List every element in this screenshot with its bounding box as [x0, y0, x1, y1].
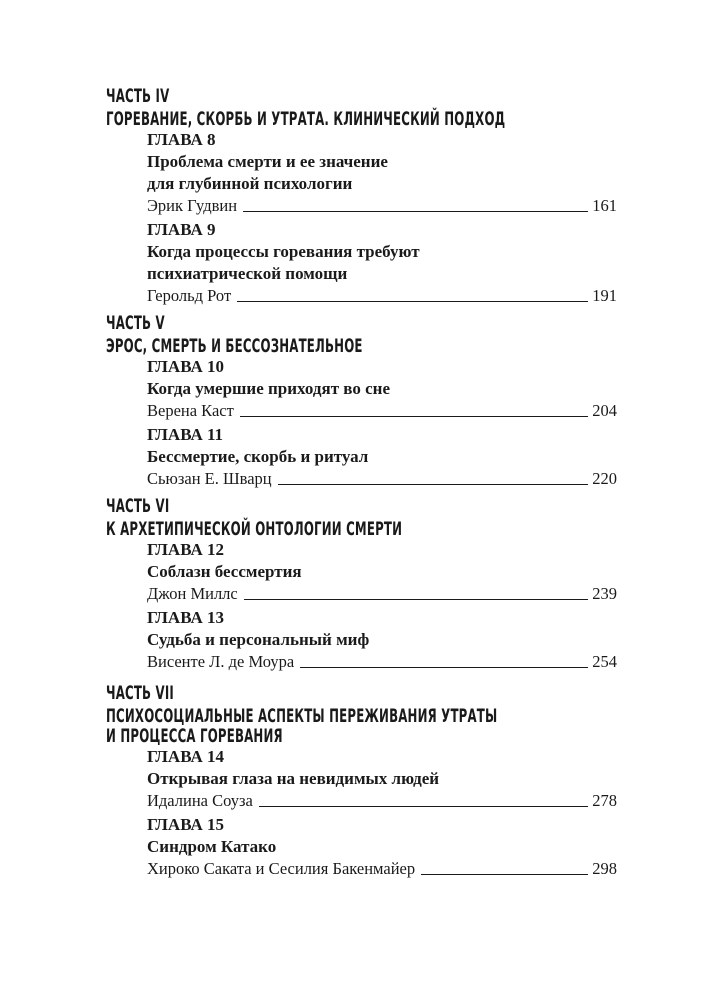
chapter-label: ГЛАВА 8	[147, 130, 216, 149]
part-title	[106, 109, 626, 129]
chapter-author: Эрик Гудвин	[147, 196, 238, 215]
chapter-title-line: Когда процессы горевания требуют	[147, 242, 420, 261]
part-title-line: И ПРОЦЕССА ГОРЕВАНИЯ	[106, 725, 283, 747]
dot-leader	[240, 416, 588, 417]
chapter-entry[interactable]	[147, 219, 617, 307]
chapter-author: Верена Каст	[147, 401, 234, 420]
part-title-line: ЭРОС, СМЕРТЬ И БЕССОЗНАТЕЛЬНОЕ	[106, 335, 363, 357]
dot-leader	[300, 667, 588, 668]
chapter-entry[interactable]	[147, 539, 617, 605]
chapter-author-row	[147, 858, 617, 880]
chapter-author-row	[147, 400, 617, 422]
page-number: 278	[592, 791, 617, 810]
chapter-title-line: Синдром Катако	[147, 837, 277, 856]
page-number: 191	[592, 286, 617, 305]
chapter-author-row	[147, 468, 617, 490]
chapter-title-line: психиатрической помощи	[147, 264, 348, 283]
part-title-line: ПСИХОСОЦИАЛЬНЫЕ АСПЕКТЫ ПЕРЕЖИВАНИЯ УТРАТЫ	[106, 705, 498, 727]
page-number: 161	[592, 196, 617, 215]
part-title	[106, 706, 626, 746]
page-number: 220	[592, 469, 617, 488]
part-section	[106, 683, 626, 882]
part-label: ЧАСТЬ IV	[106, 85, 170, 107]
chapter-title-line: Открывая глаза на невидимых людей	[147, 769, 440, 788]
chapter-label: ГЛАВА 10	[147, 357, 224, 376]
part-label: ЧАСТЬ VII	[106, 682, 174, 704]
chapter-list	[147, 129, 617, 307]
chapter-title-line: Проблема смерти и ее значение	[147, 152, 388, 171]
chapter-author: Висенте Л. де Моура	[147, 652, 295, 671]
dot-leader	[421, 874, 588, 875]
chapter-title-line: Соблазн бессмертия	[147, 562, 302, 581]
page-number: 204	[592, 401, 617, 420]
chapter-author-row	[147, 195, 617, 217]
page-number: 239	[592, 584, 617, 603]
chapter-list	[147, 356, 617, 490]
chapter-author-row	[147, 651, 617, 673]
chapter-author-row	[147, 583, 617, 605]
chapter-label: ГЛАВА 13	[147, 608, 224, 627]
part-label: ЧАСТЬ V	[106, 312, 165, 334]
chapter-author-row	[147, 285, 617, 307]
chapter-entry[interactable]	[147, 607, 617, 673]
chapter-title-line: Когда умершие приходят во сне	[147, 379, 391, 398]
part-title	[106, 336, 626, 356]
chapter-entry[interactable]	[147, 814, 617, 880]
chapter-entry[interactable]	[147, 356, 617, 422]
chapter-entry[interactable]	[147, 746, 617, 812]
part-section	[106, 496, 626, 675]
part-title-line: К АРХЕТИПИЧЕСКОЙ ОНТОЛОГИИ СМЕРТИ	[106, 518, 403, 540]
chapter-author: Джон Миллс	[147, 584, 238, 603]
chapter-label: ГЛАВА 14	[147, 747, 224, 766]
chapter-author: Герольд Рот	[147, 286, 232, 305]
chapter-label: ГЛАВА 9	[147, 220, 216, 239]
part-label: ЧАСТЬ VI	[106, 495, 170, 517]
page-number: 298	[592, 859, 617, 878]
chapter-list	[147, 746, 617, 880]
part-title	[106, 519, 626, 539]
chapter-entry[interactable]	[147, 424, 617, 490]
chapter-title-line: Судьба и персональный миф	[147, 630, 370, 649]
part-section	[106, 86, 626, 309]
chapter-entry[interactable]	[147, 129, 617, 217]
chapter-label: ГЛАВА 15	[147, 815, 224, 834]
chapter-author: Хироко Саката и Сесилия Бакенмайер	[147, 859, 416, 878]
dot-leader	[278, 484, 589, 485]
chapter-title-line: Бессмертие, скорбь и ритуал	[147, 447, 369, 466]
page-number: 254	[592, 652, 617, 671]
chapter-author-row	[147, 790, 617, 812]
chapter-title-line: для глубинной психологии	[147, 174, 353, 193]
chapter-author: Сьюзан Е. Шварц	[147, 469, 272, 488]
dot-leader	[243, 211, 588, 212]
chapter-label: ГЛАВА 11	[147, 425, 224, 444]
chapter-author: Идалина Соуза	[147, 791, 253, 810]
part-section	[106, 313, 626, 492]
chapter-label: ГЛАВА 12	[147, 540, 224, 559]
dot-leader	[244, 599, 589, 600]
part-title-line: ГОРЕВАНИЕ, СКОРБЬ И УТРАТА. КЛИНИЧЕСКИЙ ПОДХОД	[106, 108, 506, 130]
dot-leader	[259, 806, 588, 807]
chapter-list	[147, 539, 617, 673]
dot-leader	[237, 301, 588, 302]
